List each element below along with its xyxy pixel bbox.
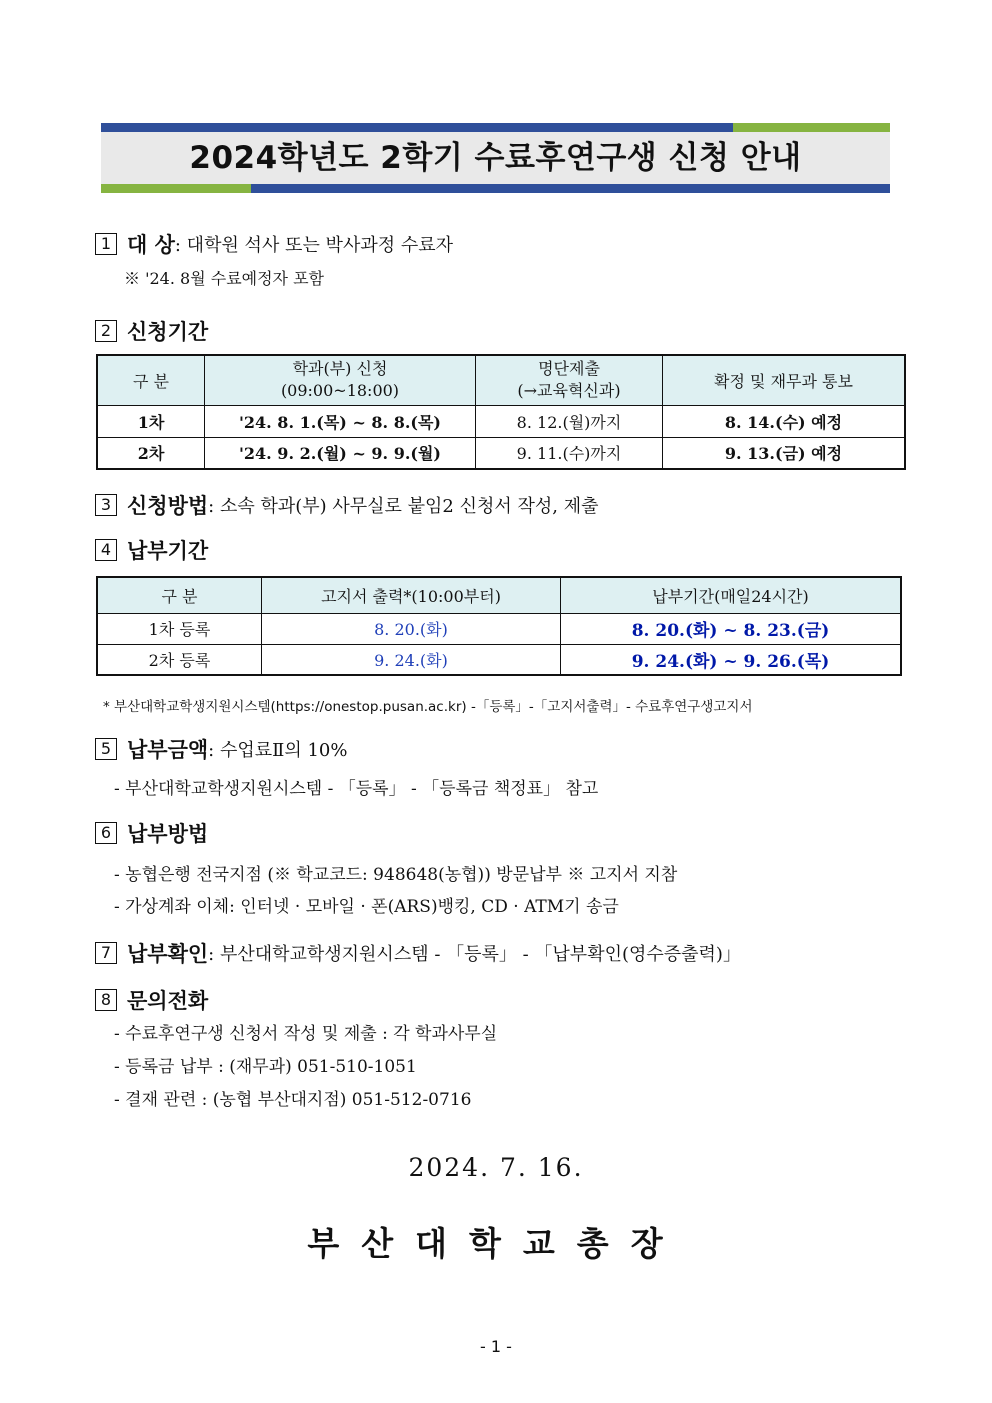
section-8-heading — [95, 985, 208, 1015]
section-8-line: - 수료후연구생 신청서 작성 및 제출 : 각 학과사무실 — [114, 1024, 498, 1044]
column-header-line: 명단제출 — [538, 359, 600, 379]
column-header: 구 분 — [97, 577, 262, 613]
section-title: 납부확인 — [127, 941, 209, 966]
section-title: 대 상 — [127, 232, 175, 257]
section-4-heading — [95, 535, 208, 565]
table-cell: 1차 등록 — [97, 613, 262, 644]
column-header: 고지서 출력*(10:00부터) — [262, 577, 561, 613]
section-title: 납부방법 — [127, 821, 209, 846]
section-title: 납부기간 — [127, 538, 209, 563]
column-header: 확정 및 재무과 통보 — [663, 355, 906, 405]
section-title: 문의전화 — [127, 988, 209, 1013]
title-top-bar — [101, 123, 890, 132]
page-number: - 1 - — [480, 1337, 512, 1356]
table-cell: 8. 20.(화) ~ 8. 23.(금) — [561, 613, 902, 644]
section-6-line: - 가상계좌 이체: 인터넷 · 모바일 · 폰(ARS)뱅킹, CD · ATM기 송금 — [114, 897, 619, 917]
section-8-line: - 결재 관련 : (농협 부산대지점) 051-512-0716 — [114, 1090, 472, 1110]
section-6-line: - 농협은행 전국지점 (※ 학교코드: 948648(농협)) 방문납부 ※ 고지서 지참 — [114, 865, 678, 885]
table-cell: 2차 등록 — [97, 644, 262, 675]
section-number: 6 — [95, 822, 117, 844]
president-signature: 부산대학교총장 — [307, 1224, 685, 1263]
section-1-heading — [95, 229, 453, 259]
column-header-line: (→교육혁신과) — [517, 381, 621, 401]
column-header-line: (09:00~18:00) — [280, 381, 400, 401]
table-cell: 8. 14.(수) 예정 — [663, 405, 906, 437]
section-5-heading — [95, 734, 347, 764]
page-title: 2024학년도 2학기 수료후연구생 신청 안내 — [189, 140, 802, 176]
payment-period-table — [96, 576, 902, 676]
title-banner — [101, 123, 890, 193]
table-cell: '24. 9. 2.(월) ~ 9. 9.(월) — [205, 437, 476, 469]
section-title: 신청방법 — [127, 493, 209, 518]
section-4-note: * 부산대학교학생지원시스템(https://onestop.pusan.ac.kr) -「등록」-「고지서출력」- 수료후연구생고지서 — [103, 699, 753, 715]
section-number: 1 — [95, 233, 117, 255]
section-1-note: ※ '24. 8월 수료예정자 포함 — [124, 269, 325, 288]
section-2-heading — [95, 316, 208, 346]
column-header: 납부기간(매일24시간) — [561, 577, 902, 613]
table-row — [97, 437, 905, 469]
column-header: 구 분 — [97, 355, 205, 405]
table-cell: 8. 12.(월)까지 — [476, 405, 663, 437]
table-cell: 8. 20.(화) — [262, 613, 561, 644]
section-title: 납부금액 — [127, 737, 209, 762]
column-header-line: 학과(부) 신청 — [292, 359, 388, 379]
table-cell: 9. 24.(화) — [262, 644, 561, 675]
section-number: 8 — [95, 989, 117, 1011]
table-cell: 9. 13.(금) 예정 — [663, 437, 906, 469]
title-bottom-bar — [101, 184, 890, 193]
table-row — [97, 613, 901, 644]
section-text: : 소속 학과(부) 사무실로 붙임2 신청서 작성, 제출 — [208, 496, 599, 517]
section-title: 신청기간 — [127, 319, 209, 344]
column-header — [205, 355, 476, 405]
section-7-heading — [95, 938, 741, 968]
section-number: 2 — [95, 320, 117, 342]
table-cell: 9. 11.(수)까지 — [476, 437, 663, 469]
application-period-table — [96, 354, 906, 470]
table-cell: 2차 — [97, 437, 205, 469]
section-number: 3 — [95, 494, 117, 516]
table-cell: 1차 — [97, 405, 205, 437]
section-5-line: - 부산대학교학생지원시스템 - 「등록」 - 「등록금 책정표」 참고 — [114, 779, 599, 799]
section-3-heading — [95, 490, 598, 520]
section-text: : 대학원 석사 또는 박사과정 수료자 — [174, 235, 453, 256]
section-text: : 부산대학교학생지원시스템 - 「등록」 - 「납부확인(영수증출력)」 — [208, 944, 741, 965]
document-date: 2024. 7. 16. — [408, 1153, 584, 1182]
section-8-line: - 등록금 납부 : (재무과) 051-510-1051 — [114, 1057, 417, 1077]
section-text: : 수업료Ⅱ의 10% — [208, 740, 348, 761]
section-6-heading — [95, 818, 208, 848]
section-number: 7 — [95, 942, 117, 964]
table-row — [97, 405, 905, 437]
table-row — [97, 644, 901, 675]
section-number: 5 — [95, 738, 117, 760]
section-number: 4 — [95, 539, 117, 561]
column-header — [476, 355, 663, 405]
table-cell: 9. 24.(화) ~ 9. 26.(목) — [561, 644, 902, 675]
table-cell: '24. 8. 1.(목) ~ 8. 8.(목) — [205, 405, 476, 437]
